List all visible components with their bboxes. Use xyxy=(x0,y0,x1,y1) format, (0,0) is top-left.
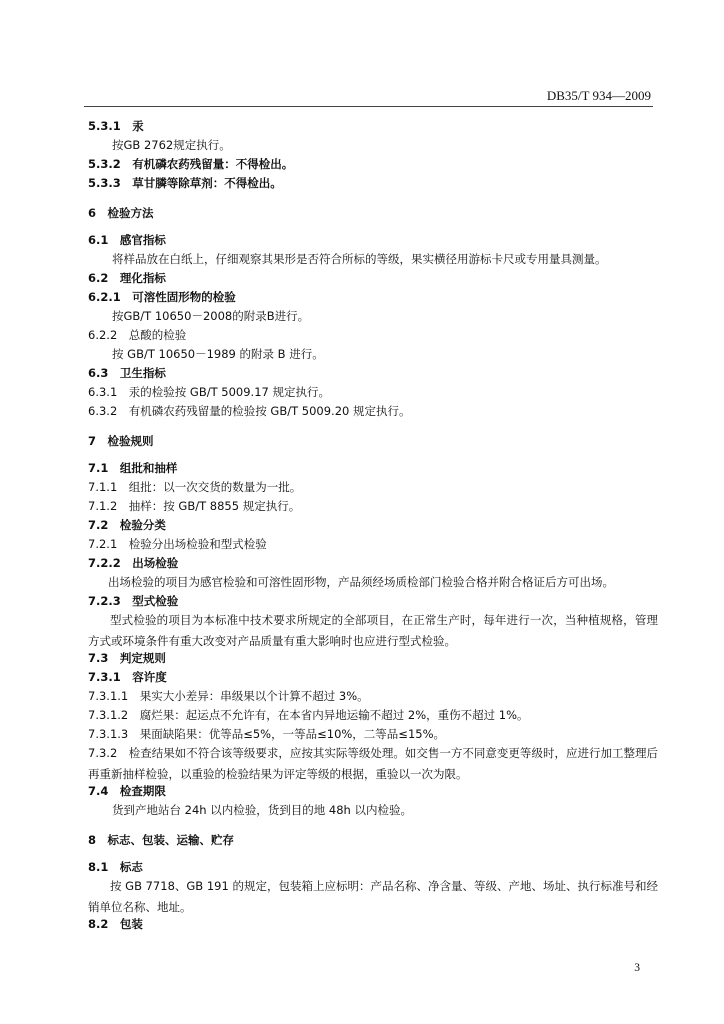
clause-heading: 5.3.3 草甘膦等除草剂：不得检出。 xyxy=(88,176,282,190)
clause-text: 将样品放在白纸上，仔细观察其果形是否符合所标的等级，果实横径用游标卡尺或专用量具测量。 xyxy=(112,252,607,266)
clause-heading: 7.2.3 型式检验 xyxy=(88,594,179,608)
doc-id-header: DB35/T 934—2009 xyxy=(546,88,651,103)
clause-text: 7.3.1.3 果面缺陷果：优等品≤5%，一等品≤10%，二等品≤15%。 xyxy=(88,727,446,741)
clause-text: 7.1.2 抽样：按 GB/T 8855 规定执行。 xyxy=(88,499,301,513)
clause-text: 按 GB/T 10650－1989 的附录 B 进行。 xyxy=(112,347,324,361)
clause-heading: 7.3.1 容许度 xyxy=(88,670,167,684)
clause-text: 7.1.1 组批：以一次交货的数量为一批。 xyxy=(88,480,302,494)
clause-text: 7.3.1.2 腐烂果：起运点不允许有，在本省内异地运输不超过 2%，重伤不超过 1%。 xyxy=(88,708,529,722)
clause-text: 出场检验的项目为感官检验和可溶性固形物，产品须经场质检部门检验合格并附合格证后方可出场。 xyxy=(108,575,614,589)
clause-heading: 7.2 检验分类 xyxy=(88,518,166,532)
clause-heading: 8.2 包装 xyxy=(88,917,143,931)
clause-heading: 7.3 判定规则 xyxy=(88,651,166,665)
section-heading: 8 标志、包装、运输、贮存 xyxy=(88,833,235,847)
clause-heading: 5.3.2 有机磷农药残留量：不得检出。 xyxy=(88,157,294,171)
clause-heading: 5.3.1 汞 xyxy=(88,119,144,133)
clause-heading: 7.4 检查期限 xyxy=(88,784,166,798)
section-heading: 7 检验规则 xyxy=(88,434,154,448)
clause-heading: 7.2.2 出场检验 xyxy=(88,556,179,570)
clause-text: 6.3.2 有机磷农药残留量的检验按 GB/T 5009.20 规定执行。 xyxy=(88,404,411,418)
clause-heading: 6.2 理化指标 xyxy=(88,271,166,285)
section-heading: 6 检验方法 xyxy=(88,206,154,220)
clause-heading: 6.2.1 可溶性固形物的检验 xyxy=(88,290,236,304)
clause-paragraph: 7.3.2 检查结果如不符合该等级要求，应按其实际等级处理。如交售一方不同意变更等级时，应进行加工整理后再重新抽样检验，以重验的检验结果为评定等级的根据，重验以一次为限。 xyxy=(88,746,658,781)
clause-text: 货到产地站台 24h 以内检验，货到目的地 48h 以内检验。 xyxy=(112,803,412,817)
clause-heading: 6.2.2 总酸的检验 xyxy=(88,328,187,342)
clause-text: 按GB 2762规定执行。 xyxy=(112,138,231,152)
clause-text: 7.2.1 检验分出场检验和型式检验 xyxy=(88,537,267,551)
clause-paragraph: 型式检验的项目为本标准中技术要求所规定的全部项目，在正常生产时，每年进行一次，当种植规格，管理方式或环境条件有重大改变对产品质量有重大影响时也应进行型式检验。 xyxy=(88,613,658,648)
header-rule xyxy=(84,106,653,107)
clause-text: 按GB/T 10650－2008的附录B进行。 xyxy=(112,309,310,323)
clause-heading: 6.1 感官指标 xyxy=(88,233,166,247)
clause-text: 7.3.1.1 果实大小差异：串级果以个计算不超过 3%。 xyxy=(88,689,369,703)
clause-heading: 6.3 卫生指标 xyxy=(88,366,166,380)
page-number: 3 xyxy=(634,962,640,974)
clause-heading: 8.1 标志 xyxy=(88,860,143,874)
clause-heading: 7.1 组批和抽样 xyxy=(88,461,178,475)
clause-text: 6.3.1 汞的检验按 GB/T 5009.17 规定执行。 xyxy=(88,385,330,399)
clause-paragraph: 按 GB 7718、GB 191 的规定，包装箱上应标明：产品名称、净含量、等级、产地、场址、执行标准号和经销单位名称、地址。 xyxy=(88,879,658,914)
